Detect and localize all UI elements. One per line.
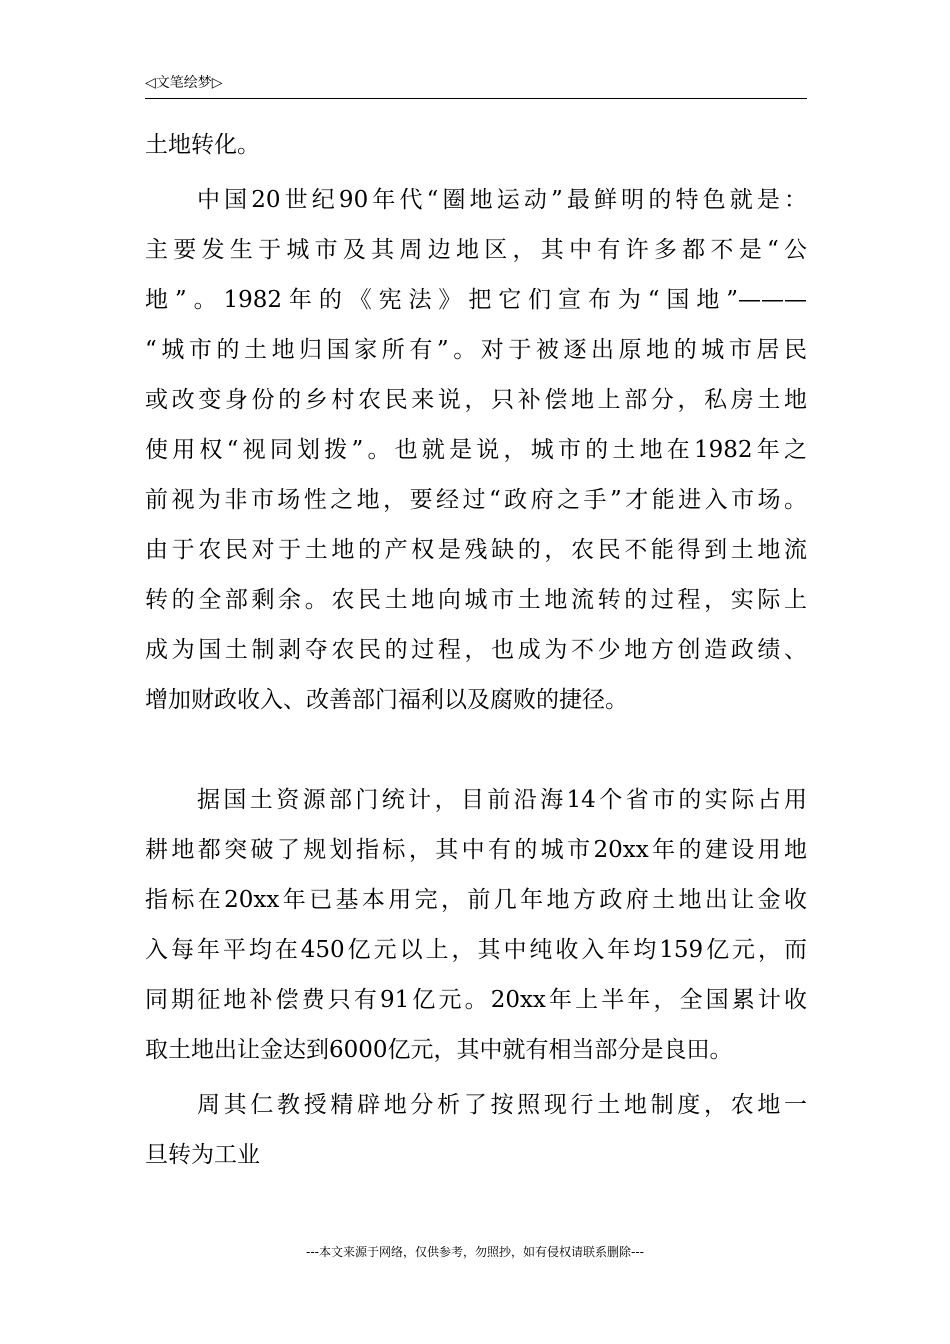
paragraph-line: 土地转化。	[145, 132, 260, 158]
paragraph-line: 耕地都突破了规划指标，其中有的城市20xx年的建设用地	[145, 837, 807, 863]
paragraph-line: 转的全部剩余。农民土地向城市土地流转的过程，实际上	[145, 587, 807, 613]
paragraph-line: 据国土资源部门统计，目前沿海14个省市的实际占用	[197, 787, 807, 813]
paragraph-line: 或改变身份的乡村农民来说，只补偿地上部分，私房土地	[145, 387, 807, 413]
paragraph-line: 前视为非市场性之地，要经过“政府之手”才能进入市场。	[145, 487, 807, 513]
paragraph-line: “城市的土地归国家所有”。对于被逐出原地的城市居民	[145, 337, 807, 363]
paragraph-line: 取土地出让金达到6000亿元，其中就有相当部分是良田。	[145, 1037, 733, 1063]
paragraph-line: 由于农民对于土地的产权是残缺的，农民不能得到土地流	[145, 537, 807, 563]
page-header	[145, 72, 807, 99]
paragraph-line: 指标在20xx年已基本用完，前几年地方政府土地出让金收	[145, 887, 807, 913]
header-title: ◁文笔绘梦▷	[145, 75, 223, 91]
paragraph-line: 地”。1982年的《宪法》把它们宣布为“国地”———	[145, 287, 807, 313]
paragraph-line: 周其仁教授精辟地分析了按照现行土地制度，农地一	[197, 1092, 807, 1118]
paragraph-line: 旦转为工业	[145, 1142, 260, 1168]
page-footer: ---本文来源于网络，仅供参考，勿照抄，如有侵权请联系删除---	[306, 1245, 644, 1259]
paragraph-line: 同期征地补偿费只有91亿元。20xx年上半年，全国累计收	[145, 987, 807, 1013]
paragraph-line: 主要发生于城市及其周边地区，其中有许多都不是“公	[145, 237, 807, 263]
paragraph-line: 入每年平均在450亿元以上，其中纯收入年均159亿元，而	[145, 937, 807, 963]
paragraph-line: 成为国土制剥夺农民的过程，也成为不少地方创造政绩、	[145, 637, 807, 663]
paragraph-line: 中国20世纪90年代“圈地运动”最鲜明的特色就是：	[197, 187, 807, 213]
paragraph-line: 增加财政收入、改善部门福利以及腐败的捷径。	[145, 687, 628, 713]
paragraph-line: 使用权“视同划拨”。也就是说，城市的土地在1982年之	[145, 437, 807, 463]
